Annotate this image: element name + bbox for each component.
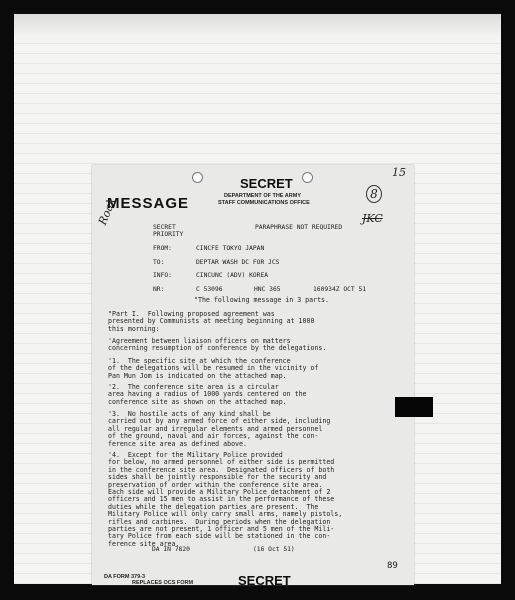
hnc-number: HNC 365 — [254, 286, 281, 293]
to-label: TO: — [153, 259, 165, 266]
message-title: MESSAGE — [107, 195, 190, 212]
classification-priority: PRIORITY — [153, 231, 184, 238]
classification-top: SECRET — [240, 176, 293, 191]
paragraph-3: '3. No hostile acts of any kind shall be carried out by any armed force of either side, including all regular and irregular elements and armed personnel of the ground, naval and air forces, against the con- ference site area as defined above. — [108, 410, 331, 448]
office-line: STAFF COMMUNICATIONS OFFICE — [218, 200, 310, 206]
punch-hole-left — [192, 172, 203, 183]
intro-line: "The following message in 3 parts. — [194, 296, 329, 304]
date-time-group: 160934Z OCT 51 — [313, 286, 367, 293]
punch-hole-right — [302, 172, 313, 183]
paragraph-part-1: "Part I. Following proposed agreement was presented by Communists at meeting beginning at 1000 this morning: — [108, 310, 315, 333]
paragraph-agreement: 'Agreement between liaison officers on matters concerning resumption of conference by the delegations. — [108, 337, 327, 353]
handwritten-circled-8: 8 — [366, 185, 382, 203]
paragraph-4: '4. Except for the Military Police provided for below, no armed personnel of either side is permitted in the conference site area. Designated officers of both sides shall be jointly responsible for the security and preservation of order within the conference site area. Each side will provide a Military Police detachment of 2 officers and 15 men to assist in the performance of these duties while the delegation parties are present. The Military Police will only carry small arms, namely pistols, rifles and carbines. During periods when the delegation parties are not present, 1 officer and 5 men of the Mili- tary Police from each side will be stationed in the con- ference site area. — [108, 451, 343, 548]
handwritten-note-left: Roak — [96, 195, 119, 227]
da-in-number: DA IN 7820 — [152, 546, 190, 553]
classification-bottom: SECRET — [238, 573, 291, 588]
paraphrase-note: PARAPHRASE NOT REQUIRED — [255, 224, 343, 231]
from-value: CINCFE TOKYO JAPAN — [196, 245, 265, 252]
nr-value: C 53096 — [196, 286, 223, 293]
form-number: DA FORM 379-3 — [104, 574, 146, 580]
form-note: REPLACES OCS FORM — [132, 580, 194, 586]
black-index-tab — [395, 397, 433, 417]
footer-date: (16 Oct 51) — [253, 546, 295, 553]
scan-top-bleed — [14, 14, 501, 38]
classification-secret: SECRET — [153, 224, 176, 231]
info-label: INFO: — [153, 272, 172, 279]
from-label: FROM: — [153, 245, 172, 252]
handwritten-initials: JKC — [362, 212, 383, 225]
paragraph-2: '2. The conference site area is a circular area having a radius of 1000 yards centered on the conference site as shown on the attached map. — [108, 383, 307, 406]
handwritten-15: 15 — [392, 166, 406, 179]
info-value: CINCUNC (ADV) KOREA — [196, 272, 269, 279]
paragraph-1: '1. The specific site at which the conference of the delegations will be resumed in the vicinity of Pan Mun Jom is indicated on the attached map. — [108, 357, 319, 380]
page-number: 89 — [387, 561, 398, 571]
to-value: DEPTAR WASH DC FOR JCS — [196, 259, 280, 266]
nr-label: NR: — [153, 286, 165, 293]
department-line: DEPARTMENT OF THE ARMY — [224, 193, 301, 199]
